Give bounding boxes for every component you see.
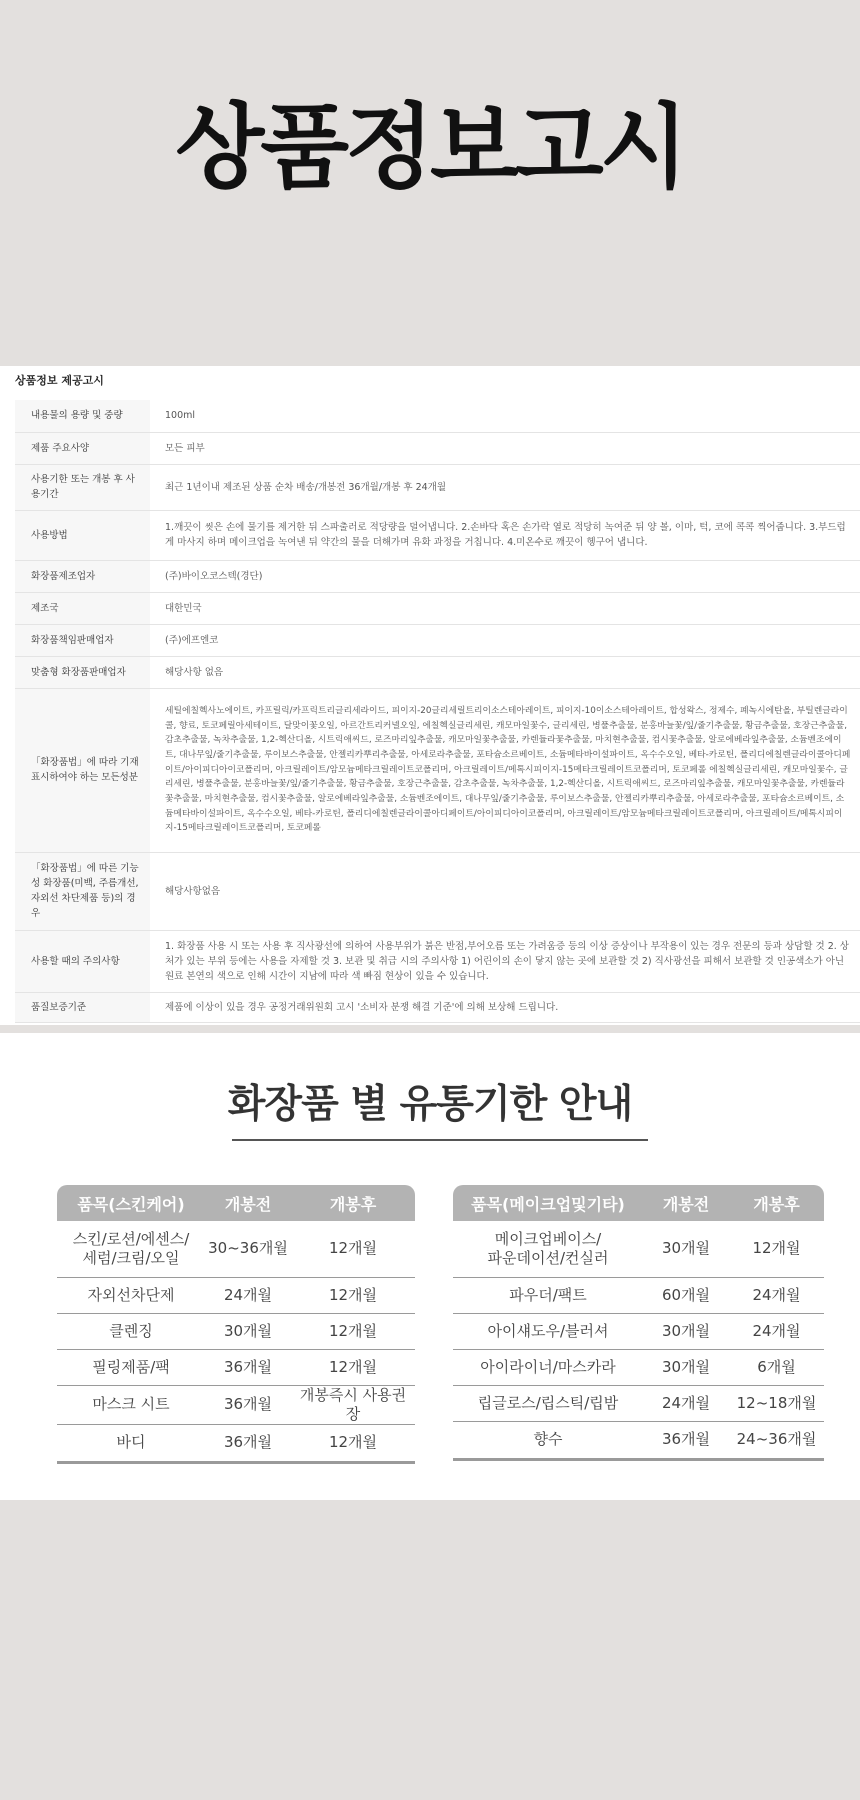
column-header: 개봉후 — [729, 1185, 824, 1221]
info-row — [15, 688, 860, 852]
info-row — [15, 852, 860, 930]
info-value: (주)에프엔코 — [165, 634, 219, 646]
before-open-cell: 24개월 — [205, 1277, 291, 1313]
before-open-cell: 30~36개월 — [205, 1221, 291, 1277]
before-open-cell: 36개월 — [205, 1424, 291, 1462]
info-value: 대한민국 — [165, 602, 202, 614]
item-cell: 립글로스/립스틱/립밤 — [453, 1385, 643, 1421]
info-value: 해당사항 없음 — [165, 666, 224, 678]
item-cell: 아이섀도우/블러셔 — [453, 1313, 643, 1349]
before-open-cell: 30개월 — [643, 1313, 729, 1349]
after-open-cell: 12개월 — [291, 1277, 415, 1313]
after-open-cell: 12개월 — [729, 1221, 824, 1277]
info-value: 제품에 이상이 있을 경우 공정거래위원회 고시 '소비자 분쟁 해결 기준'에 의해 보상해 드립니다. — [165, 1001, 559, 1013]
info-row — [15, 624, 860, 656]
info-row — [15, 510, 860, 560]
table-row — [453, 1385, 824, 1421]
product-info-section — [0, 366, 860, 1025]
before-open-cell: 36개월 — [205, 1349, 291, 1385]
info-label: 내용물의 용량 및 중량 — [15, 400, 150, 432]
table-row — [453, 1221, 824, 1277]
before-open-cell: 60개월 — [643, 1277, 729, 1313]
info-label: 품질보증기준 — [15, 992, 150, 1022]
info-row — [15, 992, 860, 1022]
info-value: 모든 피부 — [165, 442, 205, 454]
info-label: 「화장품법」에 따라 기재 표시하여야 하는 모든성분 — [15, 688, 150, 852]
column-header: 개봉후 — [291, 1185, 415, 1221]
item-cell: 메이크업베이스/ 파운데이션/컨실러 — [453, 1221, 643, 1277]
info-row — [15, 432, 860, 464]
makeup-table — [453, 1185, 824, 1461]
before-open-cell: 30개월 — [205, 1313, 291, 1349]
after-open-cell: 개봉즉시 사용권장 — [291, 1385, 415, 1424]
info-label: 제품 주요사양 — [15, 432, 150, 464]
item-cell: 마스크 시트 — [57, 1385, 205, 1424]
column-header: 개봉전 — [205, 1185, 291, 1221]
info-label: 사용기한 또는 개봉 후 사용기간 — [15, 464, 150, 510]
table-row — [57, 1424, 415, 1462]
table-row — [453, 1277, 824, 1313]
info-value: (주)바이오코스텍(경단) — [165, 570, 263, 582]
expiry-guide-section — [0, 1033, 860, 1500]
item-cell: 향수 — [453, 1421, 643, 1459]
after-open-cell: 24개월 — [729, 1277, 824, 1313]
after-open-cell: 6개월 — [729, 1349, 824, 1385]
after-open-cell: 12개월 — [291, 1313, 415, 1349]
info-row — [15, 656, 860, 688]
info-label: 사용방법 — [15, 510, 150, 560]
info-label: 제조국 — [15, 592, 150, 624]
item-cell: 자외선차단제 — [57, 1277, 205, 1313]
after-open-cell: 12개월 — [291, 1424, 415, 1462]
info-value: 100ml — [165, 410, 196, 422]
column-header: 품목(메이크업및기타) — [453, 1185, 643, 1221]
table-row — [453, 1421, 824, 1459]
info-row — [15, 930, 860, 992]
before-open-cell: 36개월 — [205, 1385, 291, 1424]
before-open-cell: 24개월 — [643, 1385, 729, 1421]
info-value: 해당사항없음 — [165, 885, 221, 897]
info-row — [15, 560, 860, 592]
info-label: 화장품책임판매업자 — [15, 624, 150, 656]
table-row — [57, 1385, 415, 1424]
after-open-cell: 24개월 — [729, 1313, 824, 1349]
item-cell: 필링제품/팩 — [57, 1349, 205, 1385]
info-value: 1. 화장품 사용 시 또는 사용 후 직사광선에 의하여 사용부위가 붉은 반점,부어오름 또는 가려움증 등의 이상 증상이나 부작용이 있는 경우 전문의 등과 상담할 것 2. 상처가 있는 부위 등에는 사용을 자제할 것 3. 보관 및 취급 시의 주의사항 1) 어린이의 손이 닿지 않는 곳에 보관할 것 2) 직사광선을 피해서 보관할 것 인공색소가 아닌 원료 본연의 색으로 인해 시간이 지남에 따라 색 빠짐 현상이 있을 수 있습니다. — [165, 940, 849, 982]
info-row — [15, 592, 860, 624]
info-label: 화장품제조업자 — [15, 560, 150, 592]
table-row — [453, 1313, 824, 1349]
table-header-row — [57, 1185, 415, 1221]
info-row — [15, 464, 860, 510]
info-value: 1.깨끗이 씻은 손에 물기를 제거한 뒤 스파출러로 적당량을 덜어냅니다. 2.손바닥 혹은 손가락 열로 적당히 녹여준 뒤 양 볼, 이마, 턱, 코에 콕콕 찍어줍니다. 3.부드럽게 마사지 하며 메이크업을 녹여낸 뒤 약간의 물을 더해가며 유화 과정을 거칩니다. 4.미온수로 깨끗이 헹구어 냅니다. — [165, 522, 846, 548]
item-cell: 스킨/로션/에센스/ 세럼/크림/오일 — [57, 1221, 205, 1277]
table-row — [57, 1221, 415, 1277]
item-cell: 아이라이너/마스카라 — [453, 1349, 643, 1385]
column-header: 개봉전 — [643, 1185, 729, 1221]
table-header-row — [453, 1185, 824, 1221]
after-open-cell: 12개월 — [291, 1349, 415, 1385]
table-row — [57, 1277, 415, 1313]
info-row — [15, 400, 860, 432]
after-open-cell: 12개월 — [291, 1221, 415, 1277]
after-open-cell: 24~36개월 — [729, 1421, 824, 1459]
before-open-cell: 36개월 — [643, 1421, 729, 1459]
item-cell: 클렌징 — [57, 1313, 205, 1349]
info-label: 「화장품법」에 따른 기능성 화장품(미백, 주름개선, 자외선 차단제품 등)의 경우 — [15, 852, 150, 930]
info-heading: 상품정보 제공고시 — [15, 374, 104, 387]
before-open-cell: 30개월 — [643, 1349, 729, 1385]
hero-title: 상품정보고시 — [175, 94, 685, 201]
info-label: 맞춤형 화장품판매업자 — [15, 656, 150, 688]
title-underline — [232, 1139, 648, 1141]
table-row — [453, 1349, 824, 1385]
table-row — [57, 1349, 415, 1385]
skincare-table — [57, 1185, 415, 1464]
info-value: 세틸에칠헥사노에이트, 카프릴릭/카프릭트리글리세라이드, 피이지-20글리세릴트리이소스테아레이트, 피이지-10이소스테아레이트, 합성왁스, 정제수, 폐녹시에탄올, 부틸렌글라이콜, 향료, 토코페릴아세테이트, 달맞이꽃오일, 아르간트리커넬오일, 에칠헥실글리세린, 캐모마일꽃수, 글리세린, 병풀추출물, 분홍바늘꽃/잎/줄기추출물, 황금추출물, 호장근추출물, 감초추출물, 녹차추출물, 1,2-헥산디올, 시트릭애씨드, 로즈마리잎추출물, 캐모마일꽃추출물, 카렌듈라꽃추출물, 마치현추출물, 컴시꽃추출물, 알로에베라잎추출물, 소듐벤조에이트, 대나무잎/줄기추출물, 루이보스추출물, 안젤리카뿌리추출물, 아세로라추출물, 포타슘소르베이트, 소듐메타바이설파이트, 옥수수오일, 베타-카로틴, 폴리디에칠렌글라이콜아디페이트/아이피디아이코폴리머, 아크릴레이트/암모늄메타크릴레이트코폴리머, 아크릴레이트/메톡시피이지-15메타크릴레이트코폴리머, 토코페롤 에칠헥실글리세린, 캐모마일꽃수, 글리세린, 병풀추출물, 분홍바늘꽃/잎/줄기추출물, 황금추출물, 호장근추출물, 감초추출물, 녹차추출물, 1,2-헥산디올, 시트릭애씨드, 로즈마리잎추출물, 캐모마일꽃추출물, 카렌듈라꽃추출물, 마치현추출물, 컴시꽃추출물, 알로에베라잎추출물, 소듐벤조에이트, 대나무잎/줄기추출물, 루이보스추출물, 안젤리카뿌리추출물, 아세로라추출물, 포타슘소르베이트, 소듐메타바이설파이트, 옥수수오일, 베타-카로틴, 폴리디에칠렌글라이콜아디페이트/아이피디아이코폴리머, 아크릴레이트/암모늄메타크릴레이트코폴리머, 아크릴레이트/메톡시피이지-15메타크릴레이트코폴리머, 토코페롤 — [165, 705, 851, 834]
info-label: 사용할 때의 주의사항 — [15, 930, 150, 992]
item-cell: 파우더/팩트 — [453, 1277, 643, 1313]
column-header: 품목(스킨케어) — [57, 1185, 205, 1221]
after-open-cell: 12~18개월 — [729, 1385, 824, 1421]
hero-banner — [0, 0, 860, 366]
product-info-table — [15, 400, 860, 1023]
before-open-cell: 30개월 — [643, 1221, 729, 1277]
table-row — [57, 1313, 415, 1349]
guide-title: 화장품 별 유통기한 안내 — [227, 1082, 633, 1127]
item-cell: 바디 — [57, 1424, 205, 1462]
info-value: 최근 1년이내 제조된 상품 순차 배송/개봉전 36개월/개봉 후 24개월 — [165, 481, 447, 493]
